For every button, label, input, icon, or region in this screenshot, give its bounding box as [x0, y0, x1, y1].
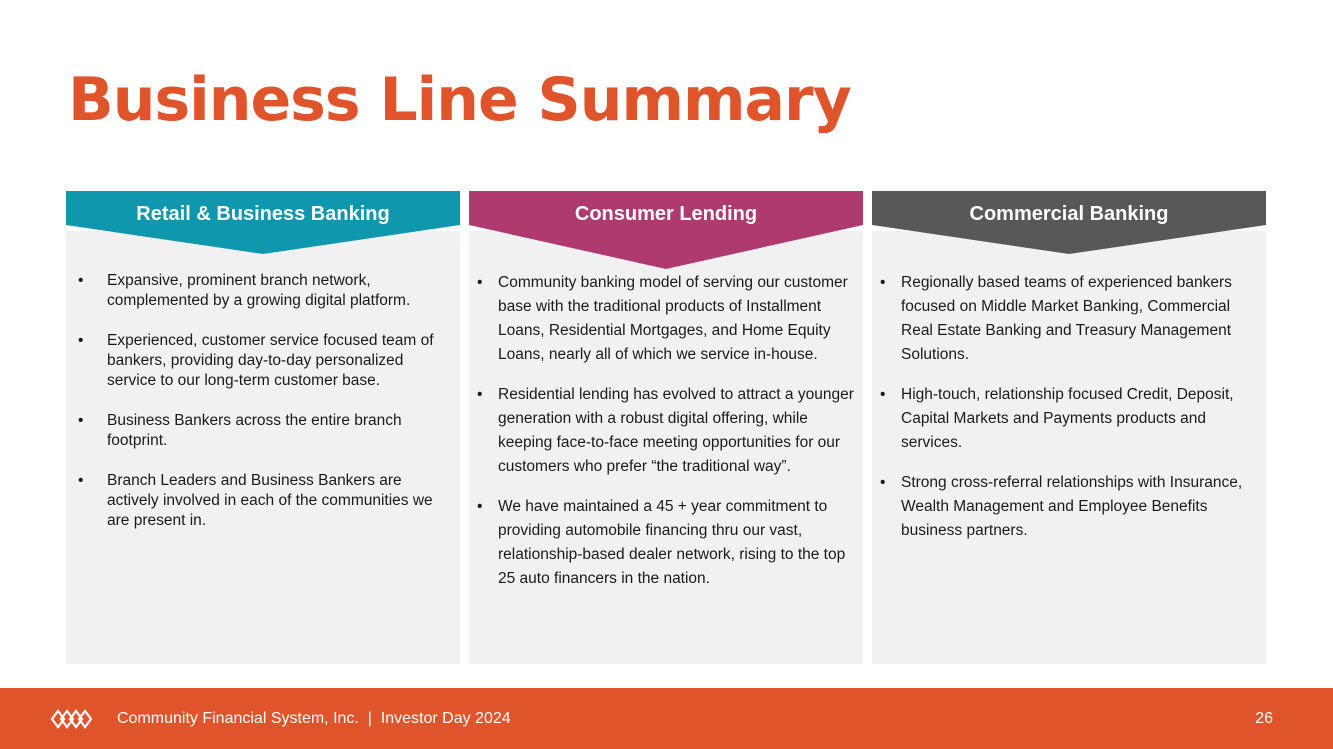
column-heading: Commercial Banking [969, 203, 1169, 225]
page-number: 26 [1255, 710, 1273, 727]
bullet-item: • Strong cross-referral relationships with Insurance, Wealth Management and Employee Benefits business partners. [880, 471, 1260, 543]
bullet-list [74, 271, 449, 551]
bullet-item: • Regionally based teams of experienced bankers focused on Middle Market Banking, Commercial Real Estate Banking and Treasury Management Solutions. [880, 271, 1260, 367]
bullet-item: • High-touch, relationship focused Credit, Deposit, Capital Markets and Payments products and services. [880, 383, 1260, 455]
bullet-item: • Experienced, customer service focused team of bankers, providing day-to-day personalized service to our long-term customer base. [74, 331, 449, 391]
column-header [469, 191, 863, 255]
footer-bar [0, 688, 1333, 749]
bullet-item: • Residential lending has evolved to attract a younger generation with a robust digital offering, while keeping face-to-face meeting opportunities for our customers who prefer “the traditional way”. [477, 383, 857, 479]
bullet-item: • Branch Leaders and Business Bankers are actively involved in each of the communities we are present in. [74, 471, 449, 531]
column-consumer-lending [469, 191, 863, 664]
column-heading: Retail & Business Banking [136, 203, 390, 225]
column-commercial-banking [872, 191, 1266, 664]
bullet-list [880, 271, 1260, 559]
bullet-item: • Community banking model of serving our customer base with the traditional products of Installment Loans, Residential Mortgages, and Home Equity Loans, nearly all of which we service in-house. [477, 271, 857, 367]
bullet-item: • Business Bankers across the entire branch footprint. [74, 411, 449, 451]
footer-caption [117, 708, 511, 730]
column-header [872, 191, 1266, 255]
bullet-item: • We have maintained a 45 + year commitment to providing automobile financing thru our vast, relationship-based dealer network, rising to the top 25 auto financers in the nation. [477, 495, 857, 591]
column-retail-business-banking [66, 191, 460, 664]
interlocking-links-logo-icon [50, 708, 94, 730]
column-heading: Consumer Lending [574, 203, 758, 225]
footer-separator: | [367, 710, 372, 727]
bullet-list [477, 271, 857, 607]
event-name: Investor Day 2024 [380, 710, 511, 727]
column-header [66, 191, 460, 255]
company-name: Community Financial System, Inc. [117, 710, 359, 727]
bullet-item: • Expansive, prominent branch network, complemented by a growing digital platform. [74, 271, 449, 311]
page-title: Business Line Summary [68, 65, 851, 135]
